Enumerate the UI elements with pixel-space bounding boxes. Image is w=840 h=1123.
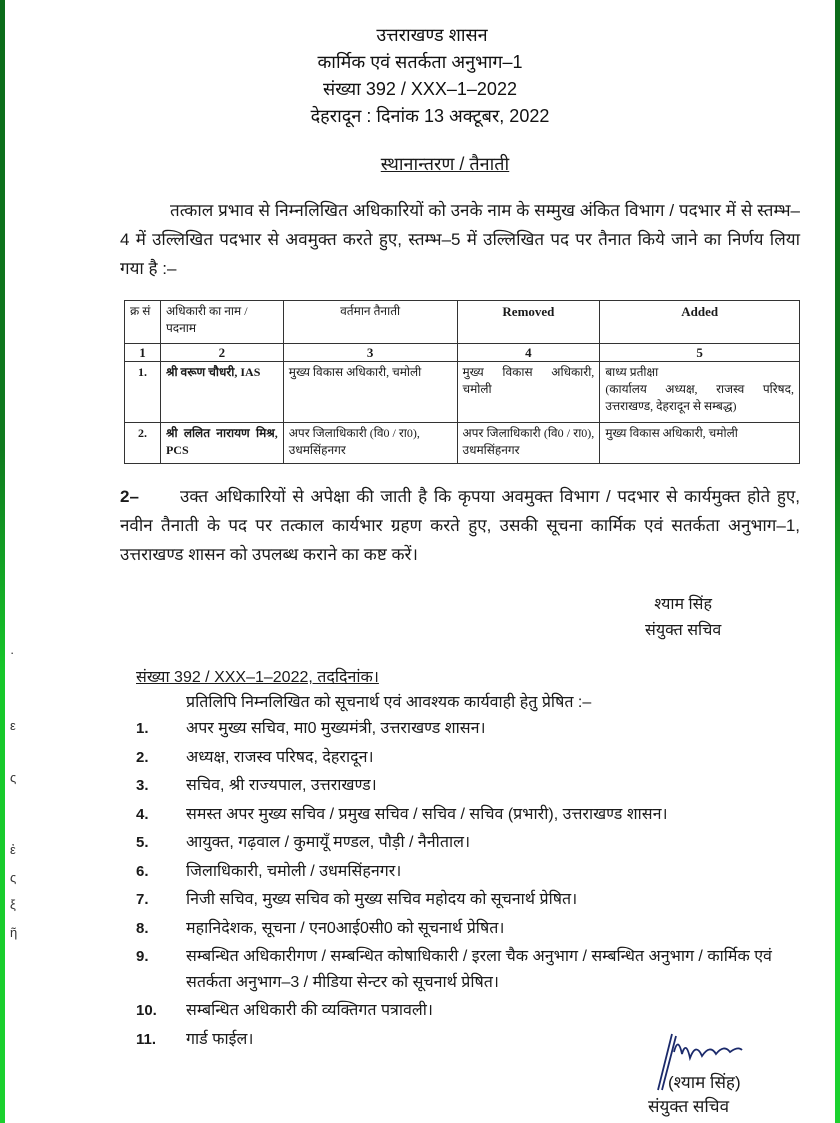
paragraph-2	[120, 482, 800, 569]
added-posting	[600, 423, 800, 464]
serial-number: 2.	[125, 423, 161, 464]
document-header	[0, 22, 840, 130]
item-number: 9.	[136, 948, 149, 965]
header-officer-name: अधिकारी का नाम / पदनाम	[160, 301, 283, 344]
edge-artifact: ξ	[10, 897, 16, 912]
item-text: समस्त अपर मुख्य सचिव / प्रमुख सचिव / सचिव / सचिव (प्रभारी), उत्तराखण्ड शासन।	[186, 805, 668, 823]
current-posting: अपर जिलाधिकारी (वि0 / रा0), उधमसिंहनगर	[283, 423, 457, 464]
edge-artifact: ·	[10, 645, 15, 660]
removed-posting: अपर जिलाधिकारी (वि0 / रा0), उधमसिंहनगर	[457, 423, 600, 464]
item-text: जिलाधिकारी, चमोली / उधमसिंहनगर।	[186, 862, 402, 880]
serial-number: 1.	[125, 362, 161, 423]
header-added: Added	[600, 301, 800, 344]
department-name: कार्मिक एवं सतर्कता अनुभाग–1	[317, 52, 523, 72]
paragraph-1: तत्काल प्रभाव से निम्नलिखित अधिकारियों को उनके नाम के सम्मुख अंकित विभाग / पदभार में से स्तम्भ–4 में उल्लिखित पदभार से अवमुक्त करते हुए, स्तम्भ–5 में उल्लिखित पद पर तैनात किये जाने का निर्णय लिया गया है :–	[120, 201, 800, 278]
subject-heading	[0, 152, 840, 176]
list-item	[136, 773, 816, 799]
place-date: देहरादून : दिनांक 13 अक्टूबर, 2022	[310, 106, 550, 126]
item-text: निजी सचिव, मुख्य सचिव को मुख्य सचिव महोदय को सूचनार्थ प्रेषित।	[186, 891, 578, 908]
col-num: 2	[160, 344, 283, 362]
list-item	[136, 916, 816, 942]
added-posting	[600, 362, 800, 423]
signatory-designation: संयुक्त सचिव	[648, 1097, 730, 1116]
list-item	[136, 944, 816, 995]
transfer-table	[124, 300, 800, 464]
table-row	[125, 423, 800, 464]
item-number: 6.	[136, 862, 149, 880]
list-item	[136, 802, 816, 828]
item-number: 4.	[136, 805, 149, 823]
item-number: 11.	[136, 1030, 157, 1048]
copy-intro: प्रतिलिपि निम्नलिखित को सूचनार्थ एवं आवश्यक कार्यवाही हेतु प्रेषित :–	[186, 694, 592, 711]
column-number-row	[125, 344, 800, 362]
edge-artifact: ἐ	[10, 842, 16, 857]
edge-artifact: ς	[10, 770, 17, 785]
paragraph-number: 2–	[120, 487, 139, 506]
header-serial: क्र सं	[125, 301, 161, 344]
header-current-posting: वर्तमान तैनाती	[283, 301, 457, 344]
list-item	[136, 716, 816, 742]
added-line-2: (कार्यालय अध्यक्ष, राजस्व परिषद, उत्तराखण्ड, देहरादून से सम्बद्ध)	[605, 382, 794, 413]
list-item	[136, 830, 816, 856]
item-number: 10.	[136, 1002, 157, 1019]
signatory-name: (श्याम सिंह)	[668, 1073, 741, 1092]
item-text: महानिदेशक, सूचना / एन0आई0सी0 को सूचनार्थ प्रेषित।	[186, 919, 505, 937]
col-num: 1	[125, 344, 161, 362]
signature-block-1	[645, 592, 721, 644]
item-text: सम्बन्धित अधिकारी की व्यक्तिगत पत्रावली।	[186, 1002, 433, 1019]
officer-name: श्री वरूण चौधरी, IAS	[160, 362, 283, 423]
removed-posting: मुख्य विकास अधिकारी, चमोली	[457, 362, 600, 423]
subject-text: स्थानान्तरण / तैनाती	[380, 154, 510, 174]
edge-artifact: ε	[10, 718, 16, 733]
list-item	[136, 887, 816, 913]
signatory-designation: संयुक्त सचिव	[645, 622, 722, 639]
paragraph-2-text: उक्त अधिकारियों से अपेक्षा की जाती है कि कृपया अवमुक्त विभाग / पदभार से कार्यमुक्त होते हुए, नवीन तैनाती के पद पर तत्काल कार्यभार ग्रहण करते हुए, उसकी सूचना कार्मिक एवं सतर्कता अनुभाग–1, उत्तराखण्ड शासन को उपलब्ध कराने का कष्ट करें।	[120, 487, 800, 564]
item-text: गार्ड फाईल।	[186, 1030, 254, 1048]
list-item	[136, 859, 816, 885]
item-number: 2.	[136, 748, 149, 766]
col-num: 3	[283, 344, 457, 362]
order-number: संख्या 392 / XXX–1–2022	[323, 79, 517, 99]
current-posting: मुख्य विकास अधिकारी, चमोली	[283, 362, 457, 423]
col-num: 4	[457, 344, 600, 362]
col-num: 5	[600, 344, 800, 362]
officer-name: श्री ललित नारायण मिश्र, PCS	[160, 423, 283, 464]
list-item	[136, 998, 816, 1024]
item-number: 8.	[136, 919, 149, 937]
item-text: अध्यक्ष, राजस्व परिषद, देहरादून।	[186, 748, 374, 766]
item-text: सचिव, श्री राज्यपाल, उत्तराखण्ड।	[186, 777, 377, 794]
table-header-row	[125, 301, 800, 344]
item-number: 7.	[136, 891, 149, 908]
item-text: आयुक्त, गढ़वाल / कुमायूँ मण्डल, पौड़ी / नैनीताल।	[186, 834, 471, 851]
edge-artifact: ς	[10, 870, 17, 885]
table-row	[125, 362, 800, 423]
copy-recipients-list	[136, 716, 816, 1055]
copy-reference: संख्या 392 / XXX–1–2022, तददिनांक।	[136, 669, 379, 686]
signatory-name: श्याम सिंह	[654, 596, 712, 613]
edge-artifact: ῆ	[10, 925, 18, 940]
item-number: 1.	[136, 720, 149, 737]
government-name: उत्तराखण्ड शासन	[376, 25, 488, 45]
item-number: 3.	[136, 777, 149, 794]
added-line-1: बाध्य प्रतीक्षा	[605, 365, 659, 379]
item-text: सम्बन्धित अधिकारीगण / सम्बन्धित कोषाधिकारी / इरला चैक अनुभाग / सम्बन्धित अनुभाग / कार्मिक एवं सतर्कता अनुभाग–3 / मीडिया सेन्टर को सूचनार्थ प्रेषित।	[186, 948, 772, 991]
list-item	[136, 745, 816, 771]
added-line-1: मुख्य विकास अधिकारी, चमोली	[605, 426, 738, 440]
header-removed: Removed	[457, 301, 600, 344]
item-number: 5.	[136, 834, 149, 851]
item-text: अपर मुख्य सचिव, मा0 मुख्यमंत्री, उत्तराखण्ड शासन।	[186, 720, 486, 737]
